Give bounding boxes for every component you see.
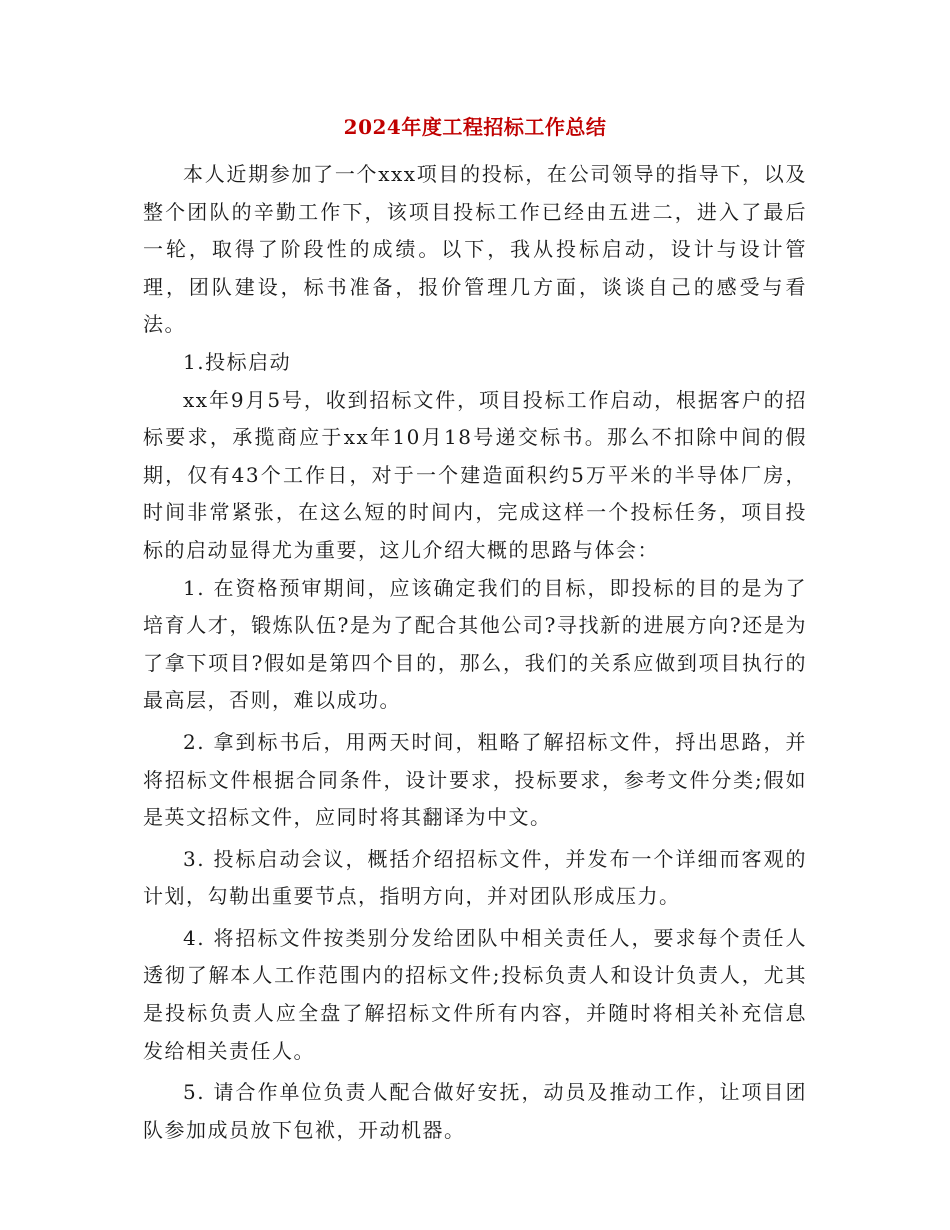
document-body: [143, 156, 807, 1149]
list-item: 2. 拿到标书后，用两天时间，粗略了解招标文件，捋出思路，并将招标文件根据合同条件，设计要求，投标要求，参考文件分类;假如是英文招标文件，应同时将其翻译为中文。: [143, 729, 807, 830]
list-item: 4. 将招标文件按类别分发给团队中相关责任人，要求每个责任人透彻了解本人工作范围内的招标文件;投标负责人和设计负责人，尤其是投标负责人应全盘了解招标文件所有内容，并随时将相关补充信息发给相关责任人。: [143, 925, 807, 1063]
list-item: 5. 请合作单位负责人配合做好安抚，动员及推动工作，让项目团队参加成员放下包袱，开动机器。: [143, 1080, 807, 1142]
page-title: 2024年度工程招标工作总结: [343, 115, 607, 139]
intro-paragraph: 本人近期参加了一个xxx项目的投标，在公司领导的指导下，以及整个团队的辛勤工作下，该项目投标工作已经由五进二，进入了最后一轮，取得了阶段性的成绩。以下，我从投标启动，设计与设计管理，团队建设，标书准备，报价管理几方面，谈谈自己的感受与看法。: [143, 162, 807, 337]
list-item: 1. 在资格预审期间，应该确定我们的目标，即投标的目的是为了培育人才，锻炼队伍?是为了配合其他公司?寻找新的进展方向?还是为了拿下项目?假如是第四个目的，那么，我们的关系应做到项目执行的最高层，否则，难以成功。: [143, 575, 807, 713]
section-heading: 1.投标启动: [183, 349, 292, 374]
list-item: 3. 投标启动会议，概括介绍招标文件，并发布一个详细而客观的计划，勾勒出重要节点，指明方向，并对团队形成压力。: [143, 846, 807, 909]
section-intro-paragraph: xx年9月5号，收到招标文件，项目投标工作启动，根据客户的招标要求，承揽商应于xx年10月18号递交标书。那么不扣除中间的假期，仅有43个工作日，对于一个建造面积约5万平米的半导体厂房，时间非常紧张，在这么短的时间内，完成这样一个投标任务，项目投标的启动显得尤为重要，这儿介绍大概的思路与体会：: [143, 387, 807, 562]
